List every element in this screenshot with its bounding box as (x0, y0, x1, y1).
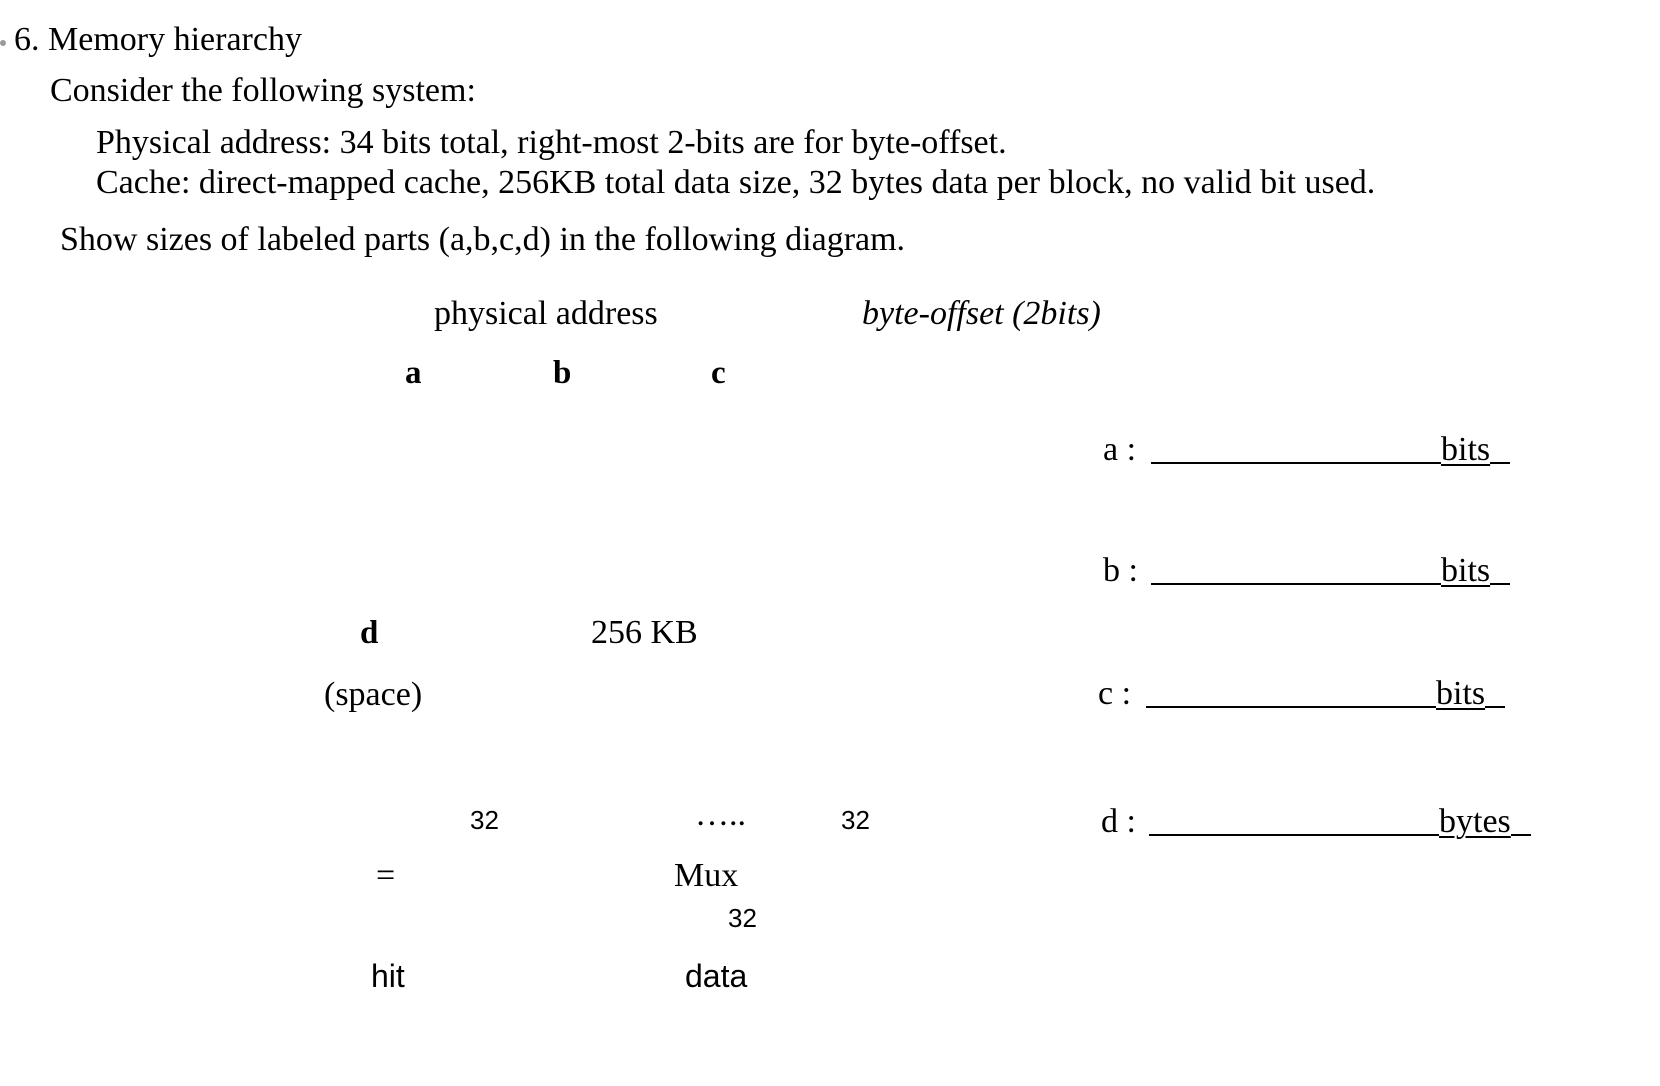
part-c-label: c (711, 355, 726, 391)
part-d-label: d (360, 615, 379, 651)
data-label: data (685, 958, 748, 994)
answer-row-c (1098, 672, 1505, 714)
answer-field-d[interactable] (1149, 800, 1439, 836)
mux-label: Mux (674, 857, 739, 894)
instruction-text: Show sizes of labeled parts (a,b,c,d) in the following diagram. (60, 221, 906, 258)
answer-unit-c: bits (1436, 675, 1486, 712)
answer-field-a[interactable] (1151, 428, 1441, 464)
part-a-label: a (405, 355, 422, 391)
answer-row-d (1101, 800, 1531, 842)
question-intro: Consider the following system: (50, 72, 476, 109)
answer-label-d: d : (1101, 803, 1136, 840)
answer-field-c[interactable] (1146, 672, 1436, 708)
answer-underline-tail-b (1490, 549, 1510, 585)
question-title: 6. Memory hierarchy (14, 21, 302, 58)
answer-unit-d: bytes (1439, 803, 1511, 840)
answer-underline-tail-c (1485, 672, 1505, 708)
answer-label-b: b : (1103, 552, 1138, 589)
comparator-symbol: = (376, 857, 396, 894)
answer-label-a: a : (1103, 431, 1137, 468)
byte-offset-label: byte-offset (2bits) (862, 295, 1101, 332)
cache-spec: Cache: direct-mapped cache, 256KB total data size, 32 bytes data per block, no valid bit used. (96, 164, 1376, 201)
physical-address-label: physical address (434, 295, 658, 332)
physical-address-spec: Physical address: 34 bits total, right-most 2-bits are for byte-offset. (96, 124, 1007, 161)
bus-width-left: 32 (470, 805, 499, 835)
part-b-label: b (553, 355, 572, 391)
answer-row-b (1103, 549, 1510, 591)
answer-underline-tail-d (1511, 800, 1531, 836)
space-label: (space) (324, 676, 423, 713)
answer-unit-a: bits (1441, 431, 1491, 468)
answer-unit-b: bits (1441, 552, 1491, 589)
bullet-marker (0, 40, 6, 46)
cache-size-label: 256 KB (591, 614, 698, 651)
ellipsis: ….. (695, 796, 746, 833)
mux-output-width: 32 (728, 903, 757, 933)
answer-underline-tail-a (1490, 428, 1510, 464)
answer-label-c: c : (1098, 675, 1132, 712)
answer-field-b[interactable] (1151, 549, 1441, 585)
answer-row-a (1103, 428, 1510, 470)
hit-label: hit (371, 958, 405, 994)
bus-width-right: 32 (841, 805, 870, 835)
